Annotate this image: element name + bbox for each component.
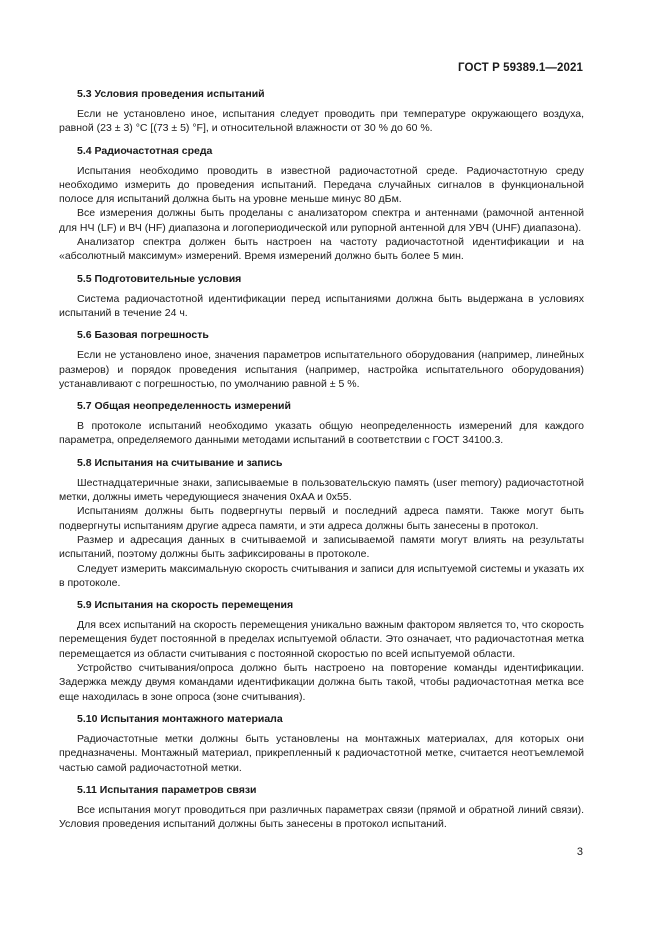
paragraph: В протоколе испытаний необходимо указать общую неопределенность измерений для каждого параметра, определяемого данными методами испытаний в соответствии с ГОСТ 34100.3. bbox=[59, 420, 584, 447]
section-heading: 5.6 Базовая погрешность bbox=[77, 329, 209, 342]
paragraph: Шестнадцатеричные знаки, записываемые в пользовательскую память (user memory) радиочастотной метки, должны иметь чередующиеся значения 0xAA и 0x55. bbox=[59, 476, 584, 504]
section-5-8 bbox=[59, 456, 584, 590]
section-heading: 5.8 Испытания на считывание и запись bbox=[77, 456, 283, 469]
section-5-5 bbox=[59, 272, 584, 321]
paragraph: Для всех испытаний на скорость перемещения уникально важным фактором является то, что скорость перемещения будет постоянной в пределах испытуемой области. Это означает, что радиочастотная метка перемещается из области считывания с постоянной скоростью по всей испытуемой области. bbox=[59, 619, 584, 660]
paragraph: Все испытания могут проводиться при различных параметрах связи (прямой и обратной линий связи). Условия проведения испытаний должны быть занесены в протокол испытаний. bbox=[59, 803, 584, 831]
section-heading: 5.10 Испытания монтажного материала bbox=[77, 712, 283, 725]
document-body bbox=[59, 87, 584, 831]
section-heading: 5.4 Радиочастотная среда bbox=[77, 144, 213, 157]
section-heading: 5.11 Испытания параметров связи bbox=[77, 783, 257, 796]
section-5-4 bbox=[59, 144, 584, 264]
section-5-6 bbox=[59, 328, 584, 391]
section-heading: 5.3 Условия проведения испытаний bbox=[77, 88, 265, 100]
paragraph: Радиочастотные метки должны быть установлены на монтажных материалах, для которых они предназначены. Монтажный материал, прикрепленный к радиочастотной метке, считается неотъемлемой частью самой радиочастотной метки. bbox=[59, 732, 584, 774]
paragraph: Испытания необходимо проводить в известной радиочастотной среде. Радиочастотную среду необходимо измерить до проведения испытаний. Передача случайных сигналов в функциональной полосе для испытаний должна быть на уровне меньше минус 80 дБм. bbox=[59, 164, 584, 206]
section-heading: 5.7 Общая неопределенность измерений bbox=[77, 400, 291, 413]
paragraph: Все измерения должны быть проделаны с анализатором спектра и антеннами (рамочной антенной для НЧ (LF) и ВЧ (HF) диапазона и логопериодической или рупорной антенной для УВЧ (UHF) диапазона). bbox=[59, 207, 584, 234]
section-heading: 5.9 Испытания на скорость перемещения bbox=[77, 599, 294, 612]
paragraph: Система радиочастотной идентификации перед испытаниями должна быть выдержана в условиях испытаний в течение 24 ч. bbox=[59, 292, 584, 319]
paragraph: Если не установлено иное, значения параметров испытательного оборудования (например, линейных размеров) и порядок проведения испытания (например, настройка испытательного оборудования) устанавливают с погрешностью, по умолчанию равной ± 5 %. bbox=[59, 349, 584, 390]
section-5-9 bbox=[59, 598, 584, 704]
paragraph: Анализатор спектра должен быть настроен на частоту радиочастотной идентификации и на «абсолютный максимум» измерений. Время измерений должно быть более 5 мин. bbox=[59, 236, 584, 263]
section-5-3 bbox=[59, 87, 584, 136]
paragraph: Если не установлено иное, испытания следует проводить при температуре окружающего воздуха, равной (23 ± 3) °C [(73 ± 5) °F], и относительной влажности от 30 % до 60 %. bbox=[59, 108, 584, 135]
section-5-11 bbox=[59, 783, 584, 832]
paragraph: Размер и адресация данных в считываемой и записываемой памяти могут влиять на результаты испытаний, поэтому должны быть зафиксированы в протоколе. bbox=[59, 533, 584, 561]
section-5-7 bbox=[59, 399, 584, 448]
page-number: 3 bbox=[576, 846, 583, 858]
paragraph: Испытаниям должны быть подвергнуты первый и последний адреса памяти. Также могут быть подвергнуты испытаниям другие адреса памяти, и эти адреса должны быть занесены в протокол. bbox=[59, 505, 584, 532]
section-5-10 bbox=[59, 712, 584, 775]
paragraph: Устройство считывания/опроса должно быть настроено на повторение команды идентификации. Задержка между двумя командами идентификации должна быть такой, чтобы радиочастотная метка все еще находилась в зоне опроса (зоне считывания). bbox=[59, 662, 584, 703]
paragraph: Следует измерить максимальную скорость считывания и записи для испытуемой системы и указать их в протоколе. bbox=[59, 562, 584, 589]
document-header: ГОСТ Р 59389.1—2021 bbox=[458, 62, 583, 74]
section-heading: 5.5 Подготовительные условия bbox=[77, 272, 242, 285]
